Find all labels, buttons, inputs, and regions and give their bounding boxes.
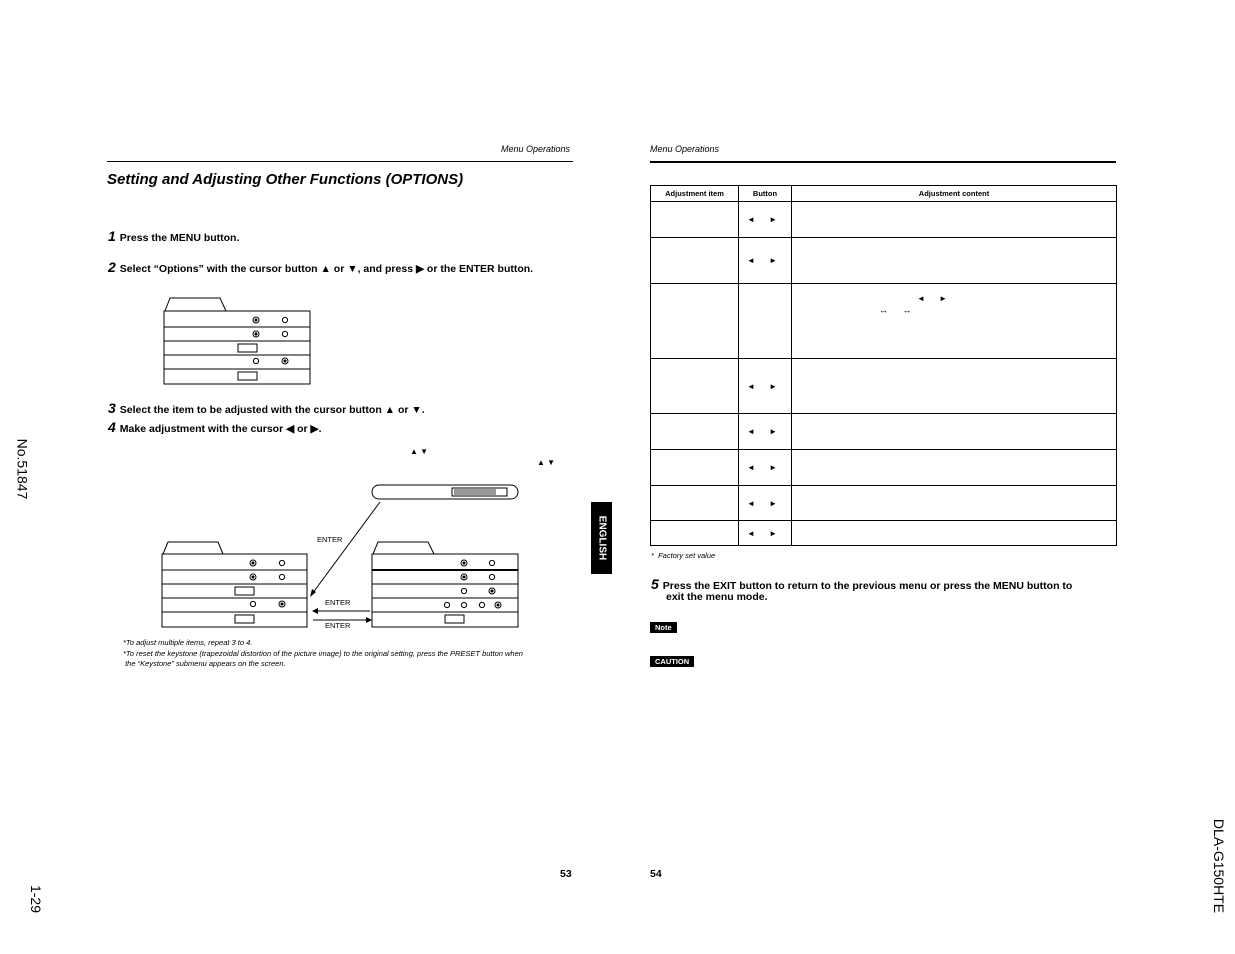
cell-content xyxy=(792,284,1117,359)
table-row xyxy=(651,450,1117,486)
adjustment-flow-diagram xyxy=(155,480,525,635)
table-row xyxy=(651,238,1117,284)
enter-label-1: ENTER xyxy=(317,535,343,544)
cell-content xyxy=(792,450,1117,486)
page-number-left: 53 xyxy=(560,868,572,880)
cell-button xyxy=(739,284,792,359)
cell-item xyxy=(651,284,739,359)
doc-number: No.51847 xyxy=(14,438,31,500)
step-5-line-2: exit the menu mode. xyxy=(666,591,768,603)
table-row xyxy=(651,359,1117,414)
up-down-arrows-1: ▲ ▼ xyxy=(410,447,429,456)
cell-content xyxy=(792,359,1117,414)
step-5 xyxy=(651,576,1072,592)
table-row xyxy=(651,486,1117,521)
cell-item xyxy=(651,450,739,486)
cell-item xyxy=(651,414,739,450)
right-page-header: Menu Operations xyxy=(650,144,720,154)
enter-label-3: ENTER xyxy=(325,621,351,630)
cell-button: ◄ ► xyxy=(739,486,792,521)
step-4-text: Make adjustment with the cursor ◀ or ▶. xyxy=(119,423,322,435)
step-2-number: 2 xyxy=(108,259,116,275)
col-header-item: Adjustment item xyxy=(651,186,739,202)
col-header-button: Button xyxy=(739,186,792,202)
note-badge: Note xyxy=(650,622,677,633)
enter-label-2: ENTER xyxy=(325,598,351,607)
table-row xyxy=(651,521,1117,546)
caution-badge: CAUTION xyxy=(650,656,694,667)
language-tab xyxy=(591,502,612,574)
cell-item xyxy=(651,359,739,414)
step-1-text: Press the MENU button. xyxy=(119,232,240,244)
step-4 xyxy=(108,419,321,435)
left-page-header: Menu Operations xyxy=(501,144,571,154)
cell-button: ◄ ► xyxy=(739,521,792,546)
step-1-number: 1 xyxy=(108,228,116,244)
model-number: DLA-G150HTE xyxy=(1211,818,1228,914)
step-3-number: 3 xyxy=(108,400,116,416)
cell-item xyxy=(651,521,739,546)
cell-item xyxy=(651,202,739,238)
options-menu-diagram xyxy=(160,294,315,386)
page-title: Setting and Adjusting Other Functions (OPTIONS) xyxy=(107,171,464,188)
cell-content xyxy=(792,521,1117,546)
page-number-right: 54 xyxy=(650,868,662,880)
step-2-text: Select “Options” with the cursor button ▲ or ▼, and press ▶ or the ENTER button. xyxy=(119,263,534,275)
cell-item xyxy=(651,238,739,284)
cell-content xyxy=(792,202,1117,238)
language-tab-label: ENGLISH xyxy=(596,515,607,561)
step-3-text: Select the item to be adjusted with the cursor button ▲ or ▼. xyxy=(119,404,425,416)
step-5-line-1: Press the EXIT button to return to the previous menu or press the MENU button to xyxy=(662,580,1073,592)
right-header-rule xyxy=(650,161,1116,163)
content-arrows: ◄ ► xyxy=(917,294,954,303)
table-row xyxy=(651,284,1117,359)
table-header-row xyxy=(651,186,1117,202)
note-1: *To adjust multiple items, repeat 3 to 4. xyxy=(123,638,253,647)
cell-button: ◄ ► xyxy=(739,238,792,284)
step-1 xyxy=(108,228,239,244)
up-down-arrows-2: ▲ ▼ xyxy=(537,458,556,467)
page-reference: 1-29 xyxy=(28,884,45,914)
col-header-content: Adjustment content xyxy=(792,186,1117,202)
cell-button: ◄ ► xyxy=(739,359,792,414)
cell-content xyxy=(792,238,1117,284)
step-3 xyxy=(108,400,425,416)
content-double-arrows: ↔ ↔ xyxy=(879,305,918,315)
left-header-rule xyxy=(107,161,573,162)
step-2 xyxy=(108,259,533,275)
cell-content xyxy=(792,486,1117,521)
table-row xyxy=(651,414,1117,450)
note-2: *To reset the keystone (trapezoidal distortion of the picture image) to the original setting, press the PRESET button when xyxy=(123,649,523,658)
table-row xyxy=(651,202,1117,238)
cell-button: ◄ ► xyxy=(739,202,792,238)
note-3: the “Keystone” submenu appears on the screen. xyxy=(123,659,286,668)
footnote-factory-set: * Factory set value xyxy=(651,551,716,560)
cell-content xyxy=(792,414,1117,450)
cell-button: ◄ ► xyxy=(739,414,792,450)
adjustment-table xyxy=(650,185,1117,546)
cell-button: ◄ ► xyxy=(739,450,792,486)
cell-item xyxy=(651,486,739,521)
step-4-number: 4 xyxy=(108,419,116,435)
step-5-number: 5 xyxy=(651,576,659,592)
